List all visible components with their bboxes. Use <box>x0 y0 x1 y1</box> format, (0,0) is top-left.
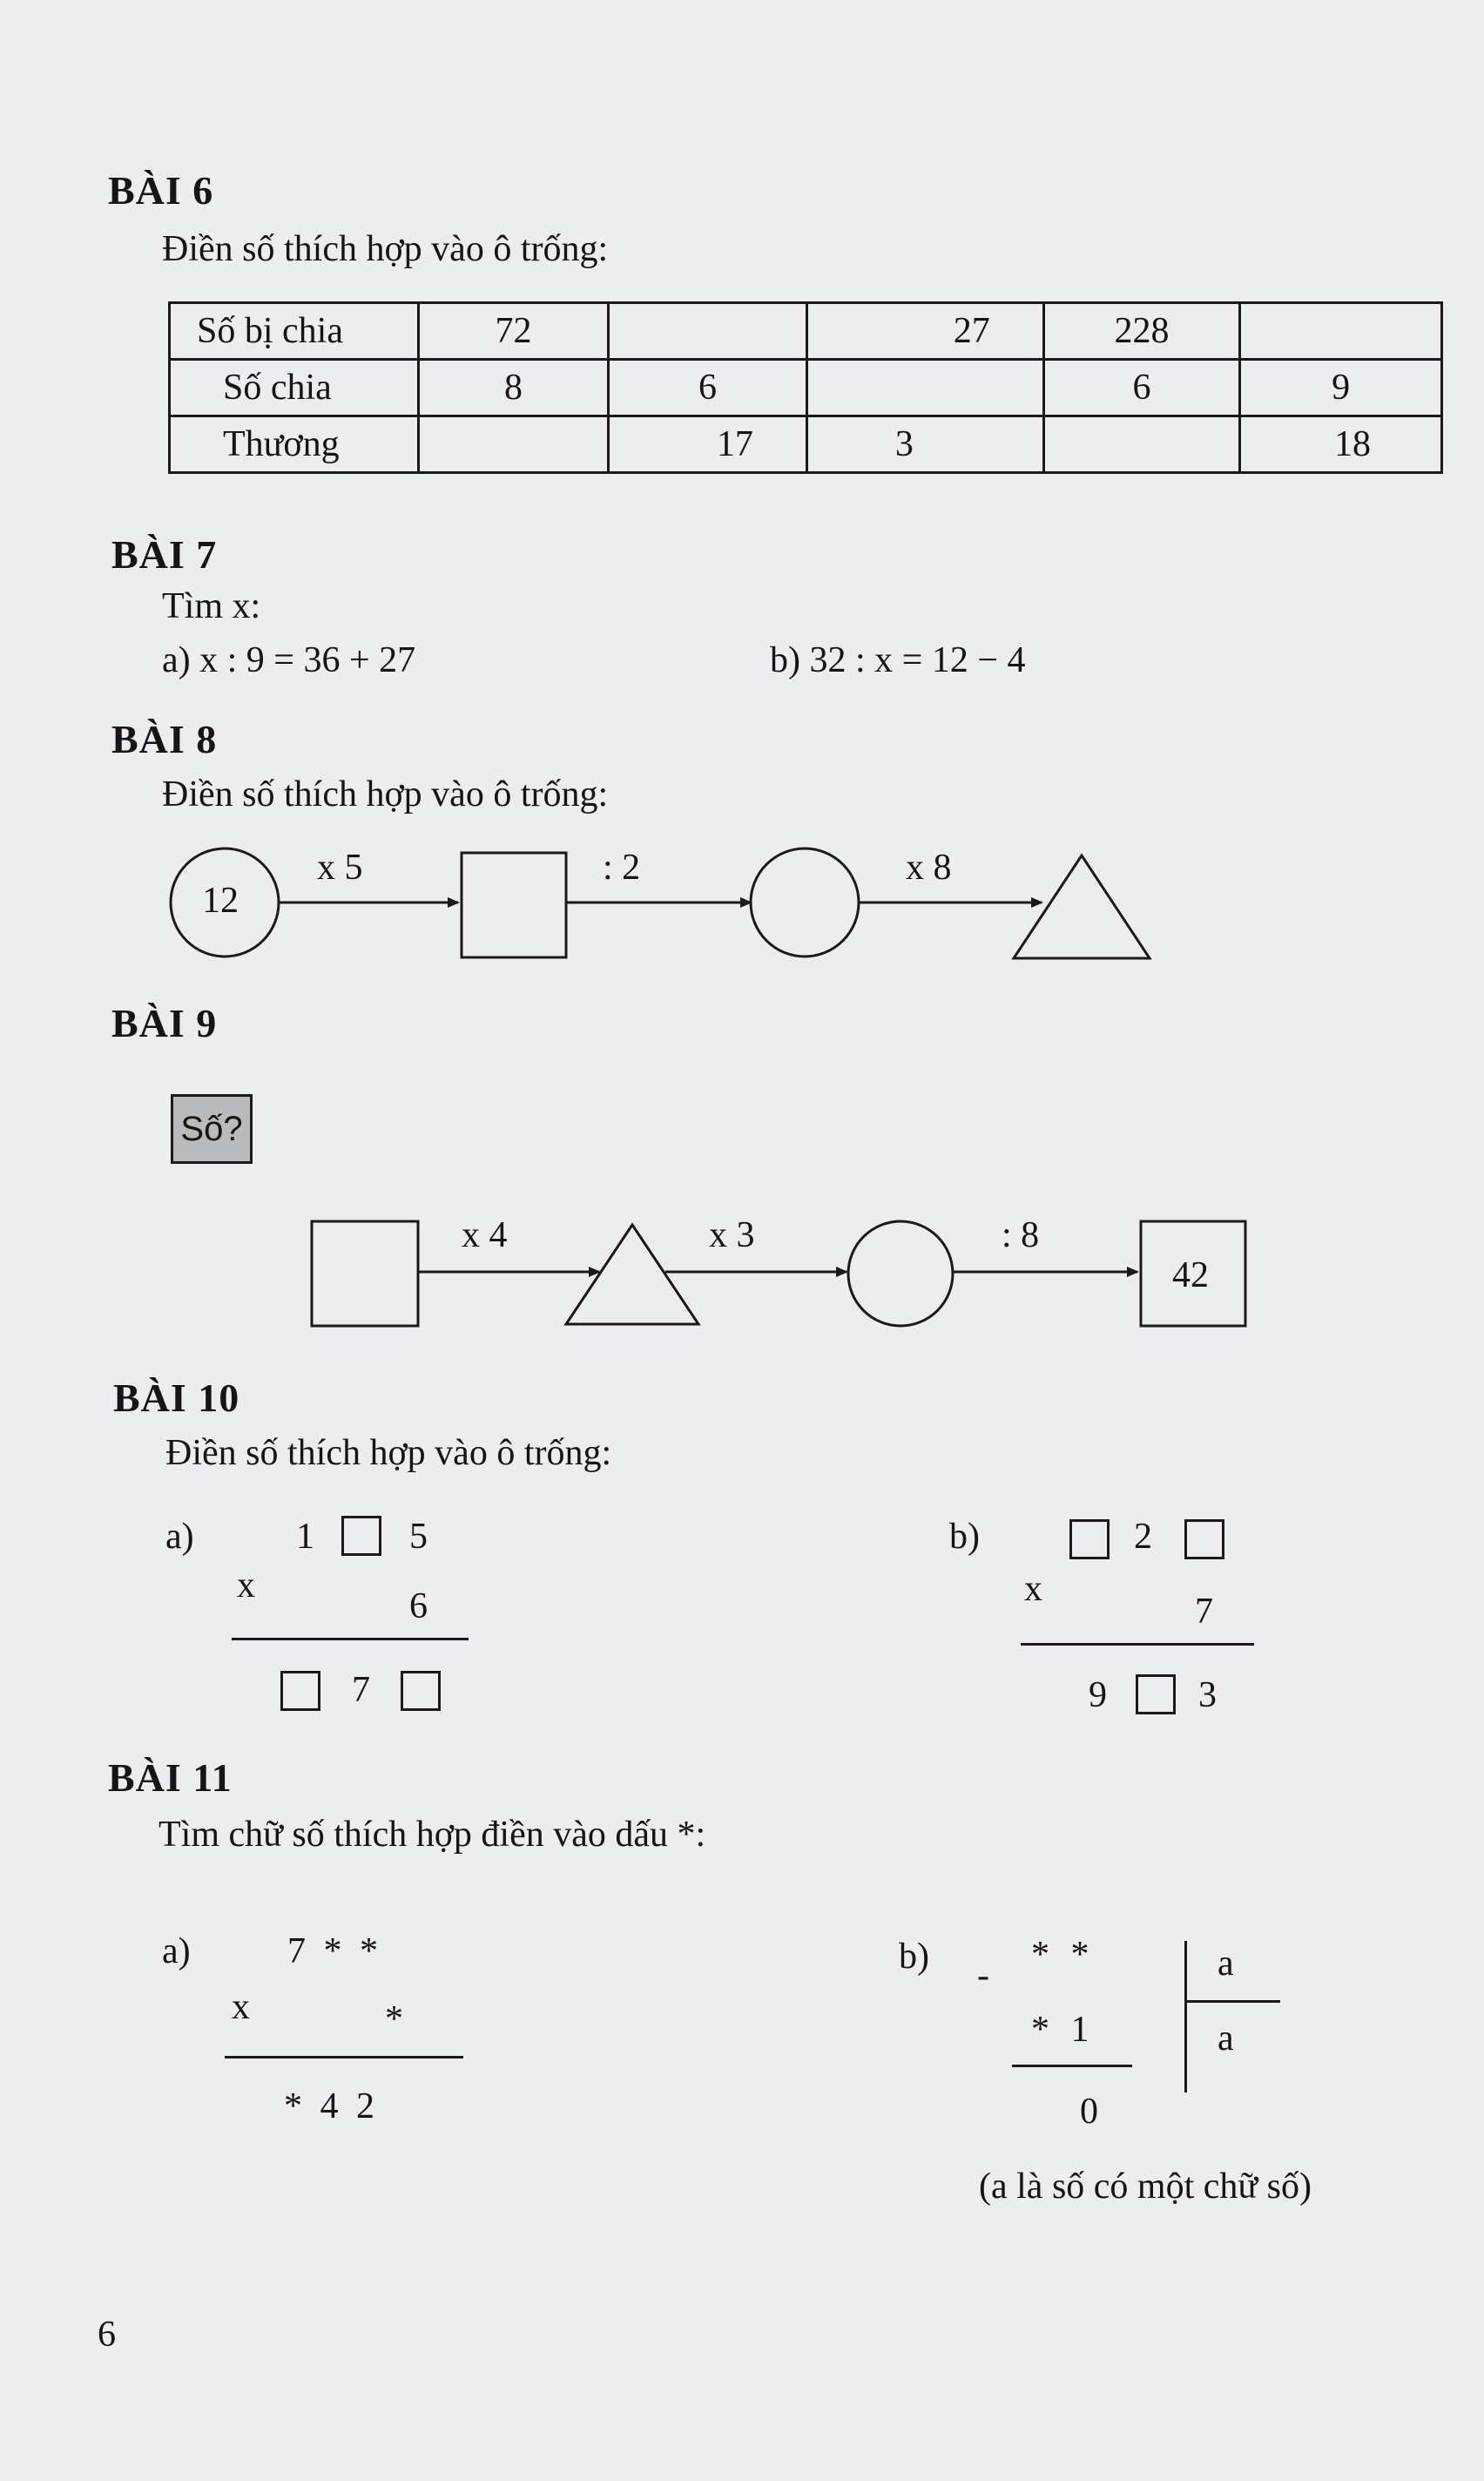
blank-square[interactable] <box>312 1221 418 1326</box>
product: * 4 2 <box>284 2086 374 2126</box>
remainder: 0 <box>1080 2092 1098 2132</box>
table-cell: 3 <box>806 416 1043 473</box>
bai7-instruction: Tìm x: <box>162 586 261 626</box>
bai11-heading: BÀI 11 <box>108 1755 233 1800</box>
digit: 3 <box>1198 1675 1217 1715</box>
remainder-line <box>1012 2065 1132 2067</box>
divisor: a <box>1218 1944 1234 1984</box>
times-sign: x <box>237 1565 255 1606</box>
blank-triangle[interactable] <box>566 1225 698 1324</box>
bai7-heading: BÀI 7 <box>111 532 218 577</box>
bai8-heading: BÀI 8 <box>111 717 218 761</box>
page-number: 6 <box>98 2315 116 2355</box>
blank-digit-box[interactable] <box>1069 1519 1110 1559</box>
digit: 1 <box>296 1517 314 1557</box>
quotient: a <box>1218 2018 1234 2058</box>
part-a-label: a) <box>162 1931 191 1971</box>
digit: 9 <box>1089 1675 1107 1715</box>
blank-digit-box[interactable] <box>401 1671 441 1711</box>
result-line <box>232 1638 469 1640</box>
bai6-heading: BÀI 6 <box>108 168 214 213</box>
so-badge: Số? <box>171 1094 253 1164</box>
row-label: Số chia <box>170 360 419 416</box>
op-label: : 8 <box>1002 1215 1040 1255</box>
dividend: * * <box>1031 1935 1089 1975</box>
quotient-line <box>1184 2000 1280 2003</box>
multiplicand: 7 * * <box>287 1931 378 1971</box>
table-cell: 9 <box>1240 360 1442 416</box>
multiplier: * <box>385 1999 403 2039</box>
table-cell: 17 <box>609 416 807 473</box>
result-line <box>1021 1643 1254 1646</box>
times-sign: x <box>232 1987 250 2027</box>
op-label: x 3 <box>709 1215 755 1255</box>
bai8-instruction: Điền số thích hợp vào ô trống: <box>162 774 609 815</box>
bai6-instruction: Điền số thích hợp vào ô trống: <box>162 229 609 269</box>
part-a-label: a) <box>165 1517 194 1557</box>
blank-digit-box[interactable] <box>1184 1519 1224 1559</box>
minus-sign: - <box>977 1956 989 1996</box>
digit: 7 <box>1195 1592 1213 1632</box>
digit: 5 <box>409 1517 428 1557</box>
subtrahend: * 1 <box>1031 2010 1089 2050</box>
table-cell: 8 <box>418 360 608 416</box>
blank-circle[interactable] <box>848 1221 953 1326</box>
table-cell: 27 <box>806 303 1043 360</box>
op-label: x 8 <box>906 848 952 888</box>
digit: 6 <box>409 1586 428 1626</box>
part-b-label: b) <box>899 1937 929 1977</box>
bai10-heading: BÀI 10 <box>113 1376 240 1420</box>
table-cell: 228 <box>1043 303 1239 360</box>
division-bar <box>1184 1941 1187 2092</box>
bai7-part-a: a) x : 9 = 36 + 27 <box>162 640 416 680</box>
digit: 2 <box>1134 1517 1152 1557</box>
note: (a là số có một chữ số) <box>979 2167 1312 2207</box>
bai10-instruction: Điền số thích hợp vào ô trống: <box>165 1433 612 1473</box>
row-label: Thương <box>170 416 419 473</box>
result-line <box>225 2056 463 2058</box>
bai7-part-b: b) 32 : x = 12 − 4 <box>770 640 1026 680</box>
blank-digit-box[interactable] <box>1136 1674 1176 1714</box>
digit: 7 <box>352 1670 370 1710</box>
part-b-label: b) <box>949 1517 980 1557</box>
start-value: 12 <box>202 881 239 921</box>
row-label: Số bị chia <box>170 303 419 360</box>
table-cell: 72 <box>418 303 608 360</box>
bai9-heading: BÀI 9 <box>111 1001 218 1045</box>
table-cell: 18 <box>1240 416 1442 473</box>
table-cell: 6 <box>1043 360 1239 416</box>
blank-digit-box[interactable] <box>341 1516 381 1556</box>
blank-digit-box[interactable] <box>280 1671 320 1711</box>
op-label: x 4 <box>462 1215 508 1255</box>
bai11-instruction: Tìm chữ số thích hợp điền vào dấu *: <box>159 1815 706 1855</box>
table-cell: 6 <box>609 360 807 416</box>
op-label: : 2 <box>603 848 641 888</box>
times-sign: x <box>1024 1569 1042 1609</box>
op-label: x 5 <box>317 848 363 888</box>
end-value: 42 <box>1172 1255 1209 1295</box>
